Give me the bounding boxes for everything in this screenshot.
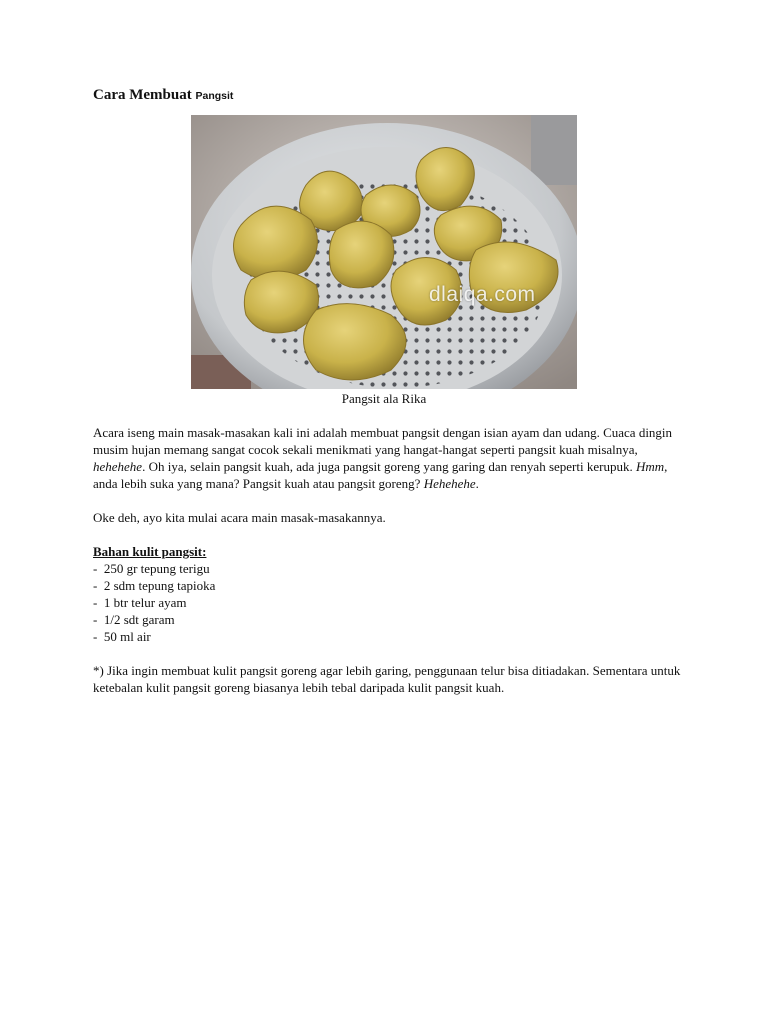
- list-item: - 50 ml air: [93, 629, 151, 644]
- list-item: - 250 gr tepung terigu: [93, 561, 210, 576]
- intro-paragraph: [93, 424, 683, 492]
- list-item: - 2 sdm tepung tapioka: [93, 578, 216, 593]
- list-item: - 1 btr telur ayam: [93, 595, 187, 610]
- lead-paragraph: Oke deh, ayo kita mulai acara main masak-masakannya.: [93, 510, 386, 525]
- title-main: Cara Membuat: [93, 87, 192, 103]
- figure: [191, 115, 577, 407]
- intro-text-2: . Oh iya, selain pangsit kuah, ada juga pangsit goreng yang garing dan renyah seperti kerupuk.: [142, 459, 636, 474]
- document-content: [93, 86, 683, 696]
- page-title: [93, 86, 683, 105]
- figure-caption: Pangsit ala Rika: [341, 391, 427, 406]
- ingredients-list: [93, 560, 683, 645]
- note-paragraph: *) Jika ingin membuat kulit pangsit goreng agar lebih garing, penggunaan telur bisa ditiadakan. Sementara untuk ketebalan kulit pangsit goreng biasanya lebih tebal daripada kulit pangsit kuah.: [93, 663, 681, 695]
- ingredients-heading: Bahan kulit pangsit:: [93, 544, 207, 559]
- photo-illustration: [191, 115, 577, 389]
- dumpling-photo: [191, 115, 577, 389]
- intro-emphasis-3: Hehehehe: [423, 476, 476, 491]
- intro-text-3: , anda lebih suka yang mana? Pangsit kuah atau pangsit goreng?: [93, 459, 668, 491]
- intro-emphasis-1: hehehehe: [93, 459, 143, 474]
- intro-text-1: Acara iseng main masak-masakan kali ini adalah membuat pangsit dengan isian ayam dan udang. Cuaca dingin musim hujan memang sangat cocok sekali menikmati yang hangat-hangat seperti pangsit kuah misalnya,: [93, 425, 673, 457]
- list-item: - 1/2 sdt garam: [93, 612, 175, 627]
- intro-emphasis-2: Hmm: [635, 459, 665, 474]
- intro-text-4: .: [475, 476, 479, 491]
- photo-watermark: dlaiqa.com: [429, 283, 536, 306]
- title-small: Pangsit: [195, 90, 234, 102]
